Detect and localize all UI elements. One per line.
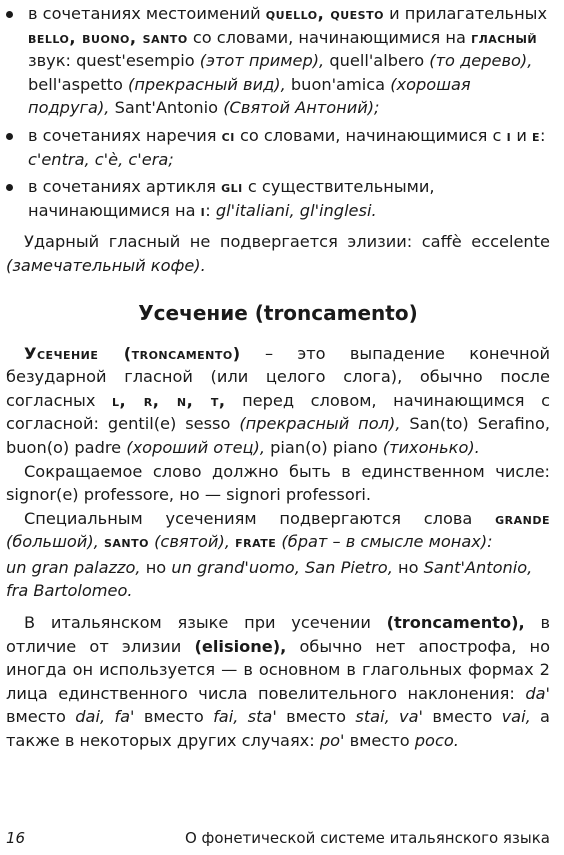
page-footer [6,827,550,851]
bullet-icon [6,11,13,18]
section-heading: Усечение (troncamento) [138,300,418,325]
page-number: 16 [6,829,26,848]
special-truncation: Специальным усечениям подвергаются слова grande (большой), santo (святой), frate (брат – в смысле монах): [6,508,550,552]
truncation-examples: un gran palazzo, но un grand'uomo, San Pietro, но Sant'Antonio, fra Bartolomeo. [6,557,533,601]
singular-rule: Сокращаемое слово должно быть в единственном числе: signor(e) professore, но — signori professori. [6,461,550,505]
troncamento-definition: Усечение (troncamento) – это выпадение конечной безударной гласной (или целого слога), обычно после согласных l, r, n, t, перед словом, начинающимся с согласной: gentil(e) sesso (прекрасный пол), San(to) Serafino, buon(o) padre (хороший отец), pian(o) piano (тихонько). [6,343,551,457]
running-head: О фонетической системе итальянского языка [184,829,550,848]
stress-note: Ударный гласный не подвергается элизии: caffè eccelente (замечательный кофе). [6,232,550,275]
bullet-icon [6,184,13,191]
list-item: в сочетаниях наречия ci со словами, начинающимися с i и e: c'entra, c'è, c'era; [6,124,550,171]
apostrophe-note: В итальянском языке при усечении (troncamento), в отличие от элизии (elisione), обычно нет апострофа, но иногда он используется — в основном в глагольных формах 2 лица единственного числа повелительного наклонения: da' вместо dai, fa' вместо fai, sta' вместо stai, va' вместо vai, а также в некоторых других случаях: po' вместо poco. [6,613,551,751]
list-item: в сочетаниях артикля gli с существительными, начинающимися на i: gl'italiani, gl'inglesi. [6,175,550,222]
elision-cases-list [6,2,550,222]
bullet-icon [6,133,13,140]
list-item: в сочетаниях местоимений quello, questo и прилагательных bello, buono, santo со словами, начинающимися на гласный звук: quest'esempio (этот пример), quell'albero (то дерево), bell'aspetto (прекрасный вид), buon'amica (хорошая подруга), Sant'Antonio (Святой Антоний); [6,2,550,120]
